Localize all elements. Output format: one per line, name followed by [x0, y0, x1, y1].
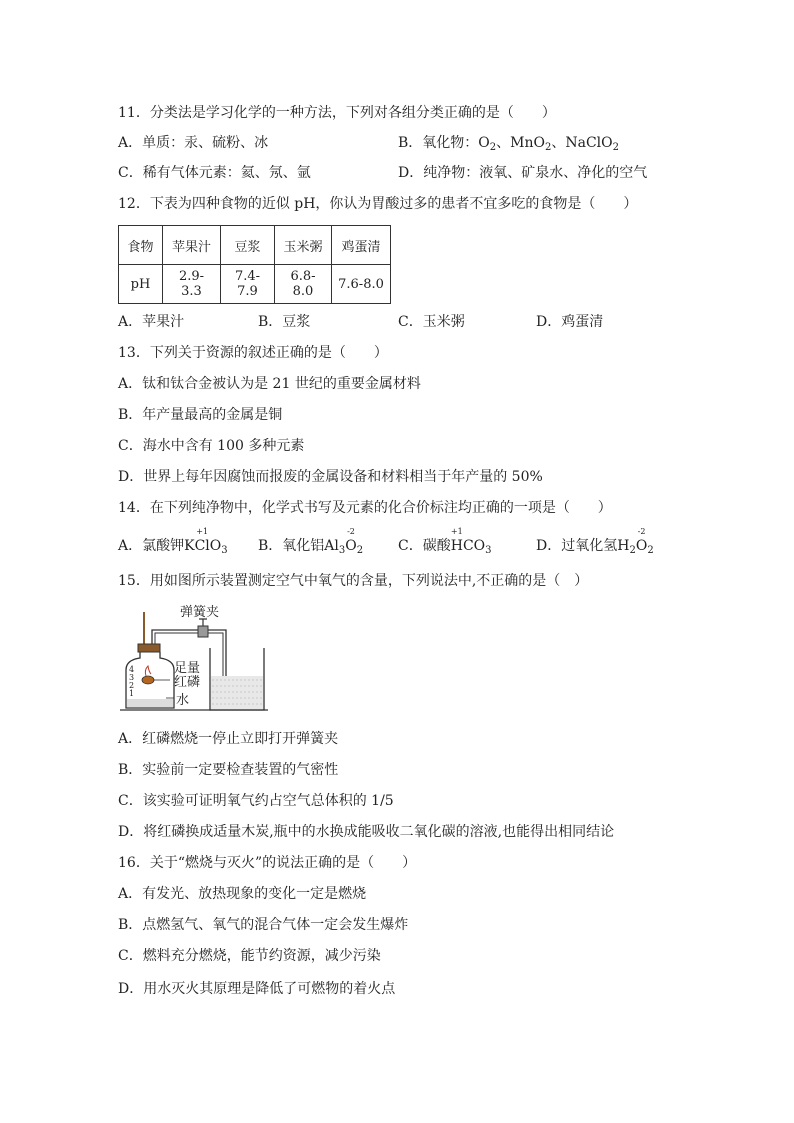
question-11-option-a: A．单质：汞、硫粉、冰: [118, 135, 269, 151]
subscript: 2: [629, 545, 636, 556]
bottle-water: [127, 699, 173, 707]
question-12-option-d: D．鸡蛋清: [536, 314, 604, 330]
question-14-option-d: [536, 527, 654, 560]
subscript: 2: [544, 142, 552, 153]
valence-mark: +1: [196, 527, 209, 536]
question-11-option-c: C．稀有气体元素：氦、氖、氩: [118, 165, 311, 181]
clamp-label: 弹簧夹: [180, 605, 220, 620]
table-header-cell: 豆浆: [221, 226, 275, 265]
question-15-option-b: B．实验前一定要检查装置的气密性: [118, 762, 339, 778]
question-15-stem: 15．用如图所示装置测定空气中氧气的含量，下列说法中,不正确的是（ ）: [118, 573, 589, 589]
subscript: 2: [612, 142, 619, 153]
option-label: D．过氧化氢: [536, 538, 618, 554]
scale-mark: 1: [129, 689, 135, 698]
table-header-cell: 玉米粥: [275, 226, 332, 265]
question-13-option-c: C．海水中含有 100 多种元素: [118, 438, 305, 454]
phosphorus-label-line1: 足量: [174, 661, 201, 676]
chem-symbol: Cl: [194, 538, 210, 554]
chem-symbol: K: [184, 538, 195, 554]
stopper: [138, 644, 160, 652]
question-13-stem: 13．下列关于资源的叙述正确的是（ ）: [118, 345, 388, 361]
question-16-option-c: C．燃料充分燃烧，能节约资源，减少污染: [118, 948, 381, 964]
question-12-option-a: A．苹果汁: [118, 314, 185, 330]
subscript: 3: [485, 545, 492, 556]
table-cell: pH: [119, 265, 163, 304]
chem-symbol: O: [635, 538, 648, 554]
chem-with-valence: [450, 527, 463, 555]
table-cell: 6.8-8.0: [275, 265, 332, 304]
scale-mark: 4: [129, 665, 135, 674]
option-label: B．氧化铝: [258, 538, 325, 554]
question-13-option-d: D．世界上每年因腐蚀而报废的金属设备和材料相当于年产量的 50%: [118, 469, 543, 485]
question-14-option-c: [398, 527, 492, 560]
valence-mark: -2: [637, 527, 646, 536]
question-16-option-b: B．点燃氢气、氧气的混合气体一定会发生爆炸: [118, 917, 409, 933]
scale-mark: 3: [129, 673, 135, 682]
question-16-option-a: A．有发光、放热现象的变化一定是燃烧: [118, 886, 367, 902]
table-cell: 7.4-7.9: [221, 265, 275, 304]
option-label: A．氯酸钾: [118, 538, 185, 554]
subscript: 3: [221, 545, 228, 556]
question-14-stem: 14．在下列纯净物中，化学式书写及元素的化合价标注均正确的一项是（ ）: [118, 500, 612, 516]
spring-clamp-handle: [199, 619, 207, 626]
chem-symbol: Al: [324, 538, 339, 554]
question-11-option-b: [398, 134, 619, 157]
subscript: 2: [356, 545, 364, 556]
question-11-option-d: D．纯净物：液氧、矿泉水、净化的空气: [398, 165, 648, 181]
oxygen-measurement-apparatus-diagram: [118, 600, 268, 718]
subscript: 2: [489, 142, 497, 153]
question-12-option-c: C．玉米粥: [398, 314, 465, 330]
question-14-option-b: [258, 527, 364, 560]
chem-symbol: H: [450, 538, 463, 554]
table-cell: 2.9-3.3: [163, 265, 221, 304]
table-header-cell: 鸡蛋清: [332, 226, 391, 265]
question-16-stem: 16．关于“燃烧与灭火”的说法正确的是（ ）: [118, 855, 417, 871]
subscript: 3: [338, 545, 346, 556]
question-14-option-a: [118, 527, 228, 560]
water-label: 水: [176, 693, 190, 708]
phosphorus-label-line2: 红磷: [174, 675, 201, 690]
question-15-option-c: C．该实验可证明氧气约占空气总体积的 1/5: [118, 793, 394, 809]
question-16-option-d: D．用水灭火其原理是降低了可燃物的着火点: [118, 981, 396, 997]
chem-symbol: H: [617, 538, 630, 554]
scale-mark: 2: [129, 681, 135, 690]
table-row: [119, 265, 391, 304]
question-12-stem: 12．下表为四种食物的近似 pH，你认为胃酸过多的患者不宜多吃的食物是（ ）: [118, 196, 638, 212]
question-13-option-b: B．年产量最高的金属是铜: [118, 407, 283, 423]
chem-with-valence: [345, 527, 357, 555]
question-12-option-b: B．豆浆: [258, 314, 311, 330]
chem-symbol: O: [209, 538, 222, 554]
question-15-option-d: D．将红磷换成适量木炭,瓶中的水换成能吸收二氧化碳的溶液,也能得出相同结论: [118, 824, 615, 840]
option-label: C．碳酸: [398, 538, 451, 554]
subscript: 2: [647, 545, 654, 556]
question-15-option-a: A．红磷燃烧一停止立即打开弹簧夹: [118, 731, 339, 747]
chem-with-valence: [194, 527, 210, 555]
option-b-text: B．氧化物：O: [398, 135, 490, 151]
table-header-row: [119, 226, 391, 265]
chem-symbol: O: [345, 538, 357, 554]
chem-symbol: CO: [462, 538, 486, 554]
option-b-text: 、NaClO: [551, 135, 613, 151]
spring-clamp: [198, 626, 208, 637]
question-13-option-a: A．钛和钛合金被认为是 21 世纪的重要金属材料: [118, 376, 421, 392]
question-11-stem: 11．分类法是学习化学的一种方法，下列对各组分类正确的是（ ）: [118, 105, 556, 121]
option-b-text: 、MnO: [496, 135, 545, 151]
table-header-cell: 食物: [119, 226, 163, 265]
flame-icon: [145, 666, 151, 676]
phosphorus-spoon: [142, 676, 154, 684]
valence-mark: +1: [450, 527, 463, 536]
table-header-cell: 苹果汁: [163, 226, 221, 265]
valence-mark: -2: [347, 527, 355, 536]
chem-with-valence: [635, 527, 648, 555]
food-ph-table: [118, 225, 391, 304]
table-cell: 7.6-8.0: [332, 265, 391, 304]
